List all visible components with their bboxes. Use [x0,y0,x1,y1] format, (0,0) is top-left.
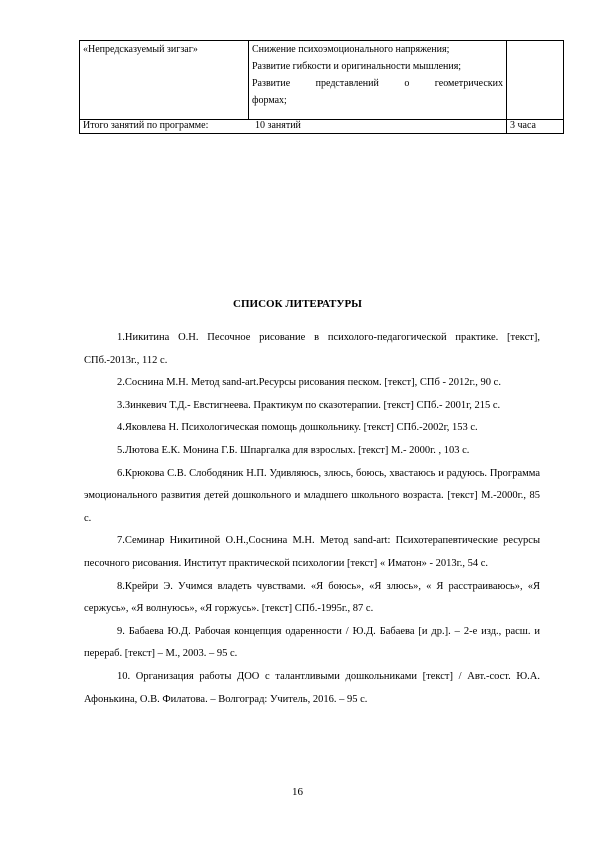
reference-item: 4.Яковлева Н. Психологическая помощь дошкольнику. [текст] СПб.-2002г, 153 с. [117,422,478,434]
total-hours: 3 часа [507,120,564,134]
table-row [80,41,564,120]
reference-item: 8.Крейри Э. Учимся владеть чувствами. «Я боюсь», «Я злюсь», « Я расстраиваюсь», «Я сержусь», «Я волнуюсь», «Я горжусь». [текст] СПб.-1995г., 87 с. [84,580,540,615]
table-total-row [80,120,564,134]
reference-item: 7.Семинар Никитиной О.Н.,Соснина М.Н. Метод sand-art: Психотерапевтические ресурсы песочного рисования. Институт практической психологии [текст] « Иматон» - 2013г., 54 с. [84,535,540,569]
lesson-name-cell: «Непредсказуемый зигзаг» [80,41,249,120]
page-number: 16 [292,786,303,798]
total-count: 10 занятий [255,120,301,131]
program-table [79,40,564,134]
reference-item: 10. Организация работы ДОО с талантливыми дошкольниками [текст] / Авт.-сост. Ю.А. Афонькина, О.В. Филатова. – Волгоград: Учитель, 2016. – 95 с. [84,670,540,705]
reference-item: 3.Зинкевич Т.Д.- Евстигнеева. Практикум по сказотерапии. [текст] СПб.- 2001г, 215 с. [117,399,501,411]
reference-item: 9. Бабаева Ю.Д. Рабочая концепция одаренности / Ю.Д. Бабаева [и др.]. – 2-е изд., расш. и перераб. [текст] – М., 2003. – 95 с. [84,625,540,660]
goal-item-cont: формах; [252,95,287,106]
total-label: Итого занятий по программе: [83,120,209,131]
total-cell [80,120,507,134]
reference-item: 1.Никитина О.Н. Песочное рисование в психолого-педагогической практике. [текст], СПб.-2013г., 112 с. [84,332,540,366]
reference-item: 6.Крюкова С.В. Слободяник Н.П. Удивляюсь, злюсь, боюсь, хвастаюсь и радуюсь. Программа эмоционального развития детей дошкольного и младшего школьного возраста. [текст] М.-2000г., 85 с. [84,467,540,524]
reference-item: 5.Лютова Е.К. Монина Г.Б. Шпаргалка для взрослых. [текст] М.- 2000г. , 103 с. [117,444,470,456]
goal-item: Развитие представлений о геометрических [252,78,503,89]
references-list [84,327,540,711]
goal-item: Снижение психоэмоционального напряжения; [252,44,450,55]
lesson-goals-cell [249,41,507,120]
goal-item: Развитие гибкости и оригинальности мышления; [252,61,462,72]
reference-item: 2.Соснина М.Н. Метод sand-art.Ресурсы рисования песком. [текст], СПб - 2012г., 90 с. [117,377,501,389]
lesson-hours-cell [507,41,564,120]
references-heading: СПИСОК ЛИТЕРАТУРЫ [233,298,362,310]
